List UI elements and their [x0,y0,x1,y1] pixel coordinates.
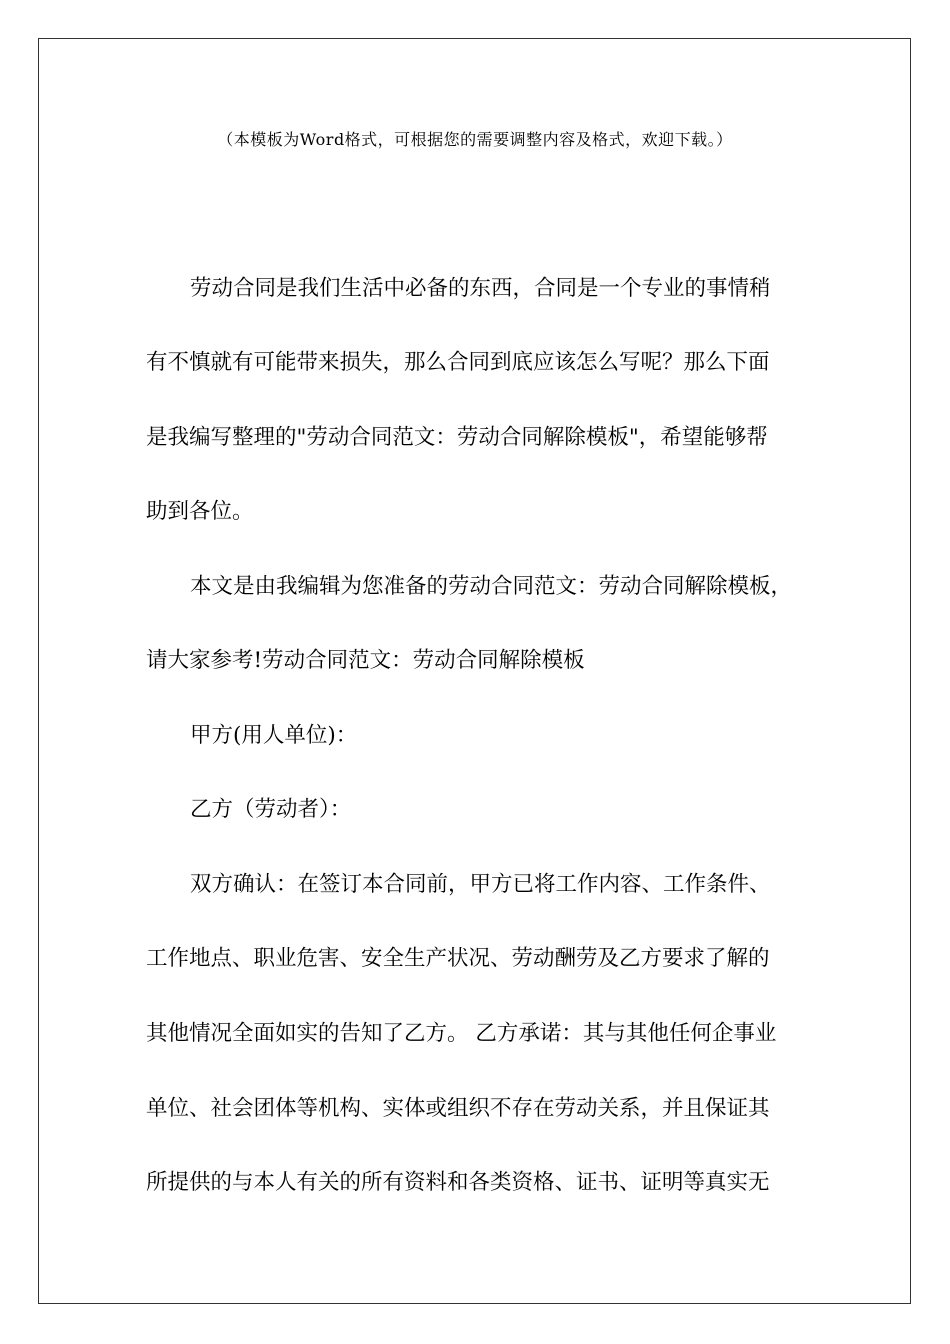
paragraph-1-line-3: 是我编写整理的"劳动合同范文：劳动合同解除模板"，希望能够帮 [146,425,768,450]
template-note: （本模板为Word格式，可根据您的需要调整内容及格式，欢迎下载。） [217,130,733,149]
paragraph-1-line-4: 助到各位。 [146,499,254,524]
paragraph-1-line-2: 有不慎就有可能带来损失，那么合同到底应该怎么写呢？那么下面 [146,350,770,375]
paragraph-2-line-1: 本文是由我编辑为您准备的劳动合同范文：劳动合同解除模板， [190,574,793,599]
paragraph-1-line-1: 劳动合同是我们生活中必备的东西，合同是一个专业的事情稍 [190,276,771,301]
paragraph-3-line-5: 所提供的与本人有关的所有资料和各类资格、证书、证明等真实无 [146,1170,770,1195]
paragraph-3-line-3: 其他情况全面如实的告知了乙方。 乙方承诺：其与其他任何企事业 [146,1021,777,1046]
party-a-label: 甲方(用人单位)： [190,723,358,748]
paragraph-3-line-4: 单位、社会团体等机构、实体或组织不存在劳动关系，并且保证其 [146,1096,770,1121]
paragraph-2-line-2: 请大家参考!劳动合同范文：劳动合同解除模板 [146,648,585,673]
paragraph-3-line-2: 工作地点、职业危害、安全生产状况、劳动酬劳及乙方要求了解的 [146,946,770,971]
party-b-label: 乙方（劳动者）： [190,797,352,822]
paragraph-3-line-1: 双方确认：在签订本合同前，甲方已将工作内容、工作条件、 [190,872,771,897]
